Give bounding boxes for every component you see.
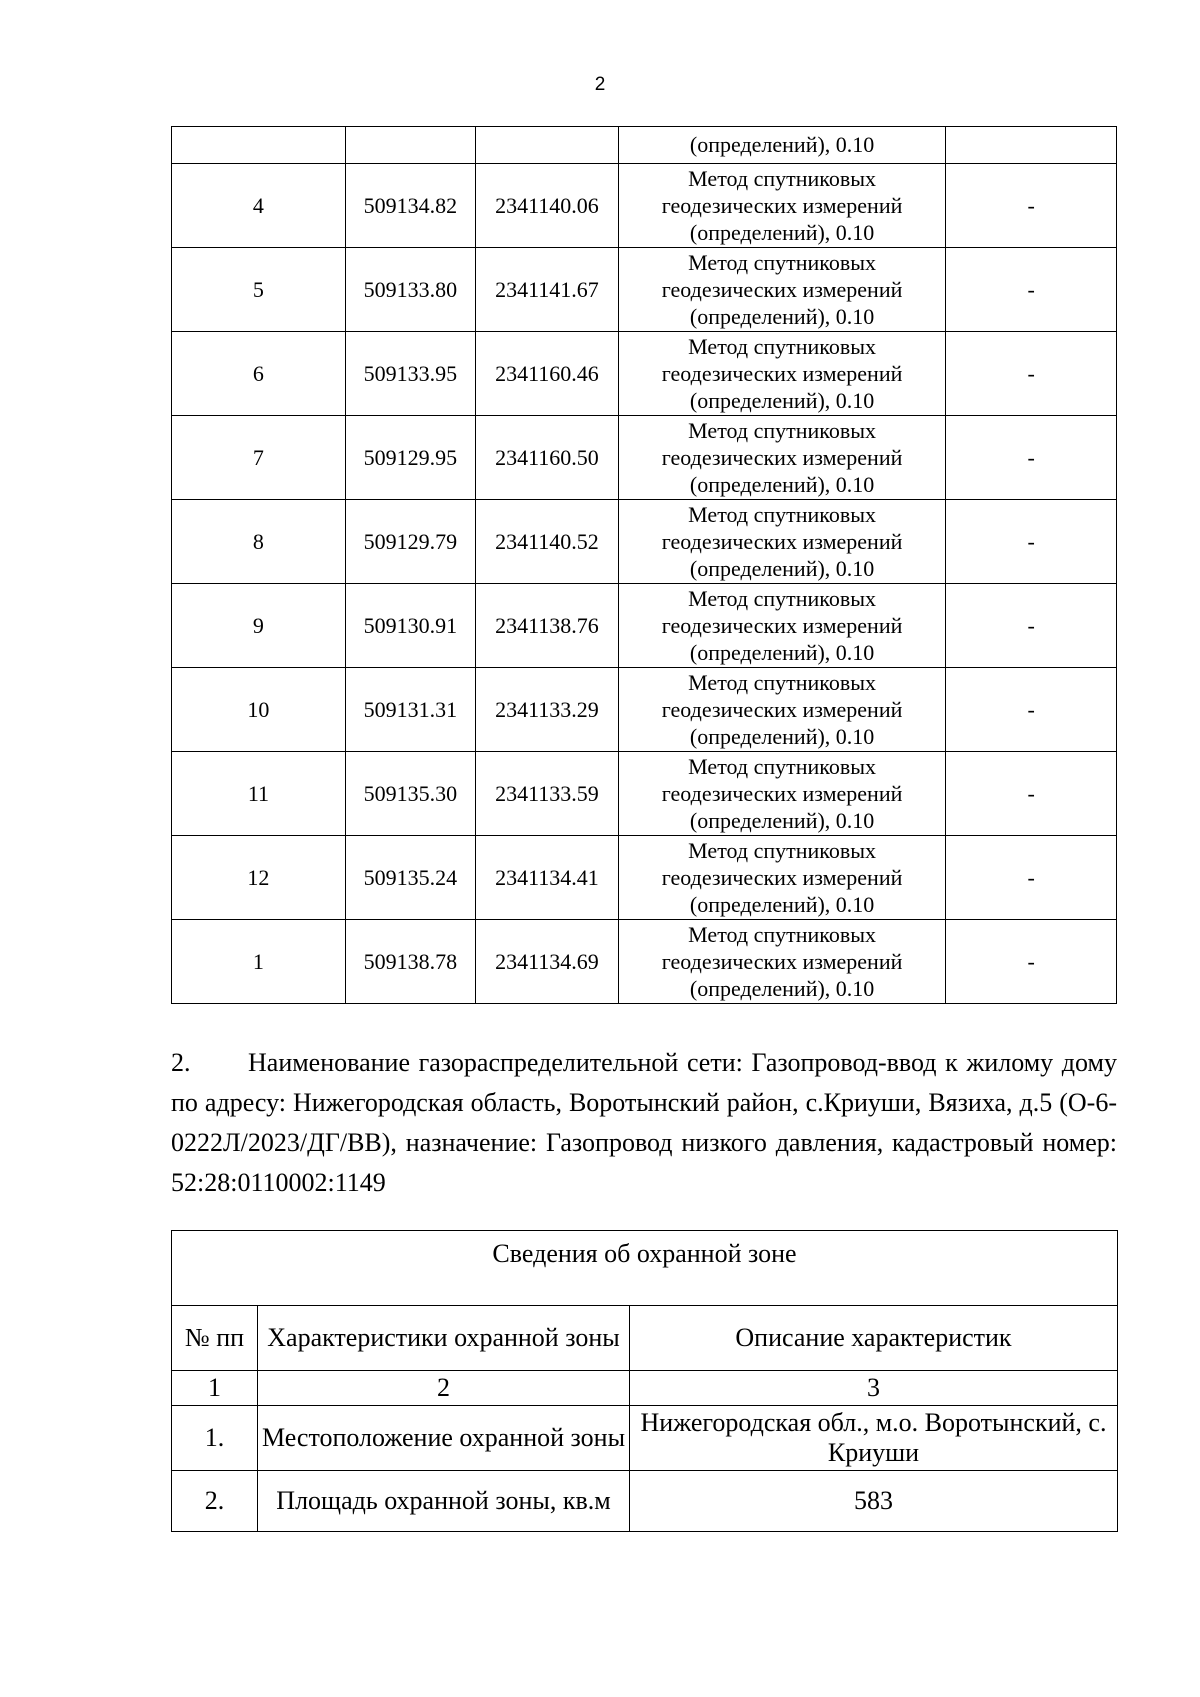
method-line: (определений), 0.10	[689, 472, 875, 497]
method-cell	[618, 332, 945, 416]
note-cell: -	[946, 668, 1117, 752]
point-cell: 4	[172, 164, 346, 248]
method-line: (определений), 0.10	[689, 388, 875, 413]
method-line: Метод спутниковых	[688, 334, 877, 359]
method-line: (определений), 0.10	[689, 976, 875, 1001]
x-cell: 509130.91	[345, 584, 475, 668]
table-row	[172, 668, 1117, 752]
method-line: (определений), 0.10	[689, 724, 875, 749]
y-cell: 2341134.69	[475, 920, 618, 1004]
method-line: геодезических измерений	[661, 781, 903, 806]
method-cell	[618, 836, 945, 920]
table-row	[172, 752, 1117, 836]
method-line: Метод спутниковых	[688, 418, 877, 443]
x-cell: 509133.80	[345, 248, 475, 332]
method-line: Метод спутниковых	[688, 502, 877, 527]
point-cell: 10	[172, 668, 346, 752]
y-cell	[475, 127, 618, 164]
x-cell: 509131.31	[345, 668, 475, 752]
method-line: Метод спутниковых	[688, 922, 877, 947]
method-line: геодезических измерений	[661, 865, 903, 890]
method-line: Метод спутниковых	[688, 250, 877, 275]
table-row	[172, 332, 1117, 416]
method-line: (определений), 0.10	[689, 220, 875, 245]
method-cell: (определений), 0.10	[618, 127, 945, 164]
note-cell: -	[946, 500, 1117, 584]
point-cell: 11	[172, 752, 346, 836]
row-characteristic: Местоположение охранной зоны	[258, 1406, 630, 1471]
table-row	[172, 500, 1117, 584]
method-line: геодезических измерений	[661, 193, 903, 218]
point-cell: 6	[172, 332, 346, 416]
method-line: геодезических измерений	[661, 949, 903, 974]
method-cell	[618, 164, 945, 248]
table-row	[172, 1406, 1118, 1471]
row-characteristic: Площадь охранной зоны, кв.м	[258, 1471, 630, 1532]
method-line: Метод спутниковых	[688, 586, 877, 611]
row-number: 2.	[172, 1471, 258, 1532]
row-description: 583	[630, 1471, 1118, 1532]
table-row	[172, 416, 1117, 500]
column-number-2: 2	[258, 1371, 630, 1406]
protection-zone-table	[171, 1230, 1118, 1532]
method-line: (определений), 0.10	[689, 304, 875, 329]
header-number: № пп	[172, 1306, 258, 1371]
note-cell: -	[946, 416, 1117, 500]
table-row	[172, 248, 1117, 332]
point-cell: 12	[172, 836, 346, 920]
point-cell: 7	[172, 416, 346, 500]
method-line: геодезических измерений	[661, 361, 903, 386]
column-number-3: 3	[630, 1371, 1118, 1406]
note-cell: -	[946, 584, 1117, 668]
x-cell	[345, 127, 475, 164]
x-cell: 509138.78	[345, 920, 475, 1004]
method-line: (определений), 0.10	[689, 640, 875, 665]
method-cell	[618, 752, 945, 836]
note-cell: -	[946, 920, 1117, 1004]
row-number: 1.	[172, 1406, 258, 1471]
method-line: геодезических измерений	[661, 445, 903, 470]
point-cell: 1	[172, 920, 346, 1004]
x-cell: 509129.95	[345, 416, 475, 500]
zone-table-title: Сведения об охранной зоне	[172, 1231, 1118, 1306]
y-cell: 2341141.67	[475, 248, 618, 332]
x-cell: 509135.24	[345, 836, 475, 920]
table-row	[172, 836, 1117, 920]
header-description: Описание характеристик	[630, 1306, 1118, 1371]
note-cell: -	[946, 164, 1117, 248]
method-cell	[618, 500, 945, 584]
point-cell: 8	[172, 500, 346, 584]
table-row	[172, 164, 1117, 248]
method-cell	[618, 248, 945, 332]
row-description: Нижегородская обл., м.о. Воротынский, с. Криуши	[630, 1406, 1118, 1471]
note-cell: -	[946, 332, 1117, 416]
point-cell: 9	[172, 584, 346, 668]
x-cell: 509133.95	[345, 332, 475, 416]
y-cell: 2341134.41	[475, 836, 618, 920]
note-cell	[946, 127, 1117, 164]
table-row	[172, 1471, 1118, 1532]
method-line: (определений), 0.10	[689, 808, 875, 833]
x-cell: 509129.79	[345, 500, 475, 584]
method-line: Метод спутниковых	[688, 754, 877, 779]
table-row	[172, 920, 1117, 1004]
method-line: Метод спутниковых	[688, 166, 877, 191]
table-row-continued	[172, 127, 1117, 164]
method-line: геодезических измерений	[661, 697, 903, 722]
y-cell: 2341138.76	[475, 584, 618, 668]
y-cell: 2341160.50	[475, 416, 618, 500]
method-cell	[618, 920, 945, 1004]
y-cell: 2341140.52	[475, 500, 618, 584]
note-cell: -	[946, 752, 1117, 836]
section-text: Наименование газораспределительной сети: Газопровод-ввод к жилому дому по адресу: Нижегородская область, Воротынский район, с.Криуши, Вязиха, д.5 (О-6-0222Л/2023/ДГ/ВВ), назначение: Газопровод низкого давления, кадастровый номер: 52:28:0110002:1149	[171, 1048, 1117, 1197]
note-cell: -	[946, 248, 1117, 332]
section-number: 2.	[171, 1048, 191, 1077]
header-characteristic: Характеристики охранной зоны	[258, 1306, 630, 1371]
method-line: геодезических измерений	[661, 277, 903, 302]
coordinates-table	[171, 126, 1117, 1004]
point-cell: 5	[172, 248, 346, 332]
method-line: (определений), 0.10	[689, 556, 875, 581]
method-cell	[618, 584, 945, 668]
method-line: геодезических измерений	[661, 613, 903, 638]
table-row	[172, 584, 1117, 668]
y-cell: 2341133.59	[475, 752, 618, 836]
method-line: (определений), 0.10	[689, 892, 875, 917]
method-line: Метод спутниковых	[688, 838, 877, 863]
method-cell	[618, 668, 945, 752]
x-cell: 509135.30	[345, 752, 475, 836]
method-cell	[618, 416, 945, 500]
page-number: 2	[594, 74, 606, 95]
section-paragraph	[171, 1043, 1117, 1203]
y-cell: 2341160.46	[475, 332, 618, 416]
method-line: геодезических измерений	[661, 529, 903, 554]
y-cell: 2341133.29	[475, 668, 618, 752]
x-cell: 509134.82	[345, 164, 475, 248]
method-line: Метод спутниковых	[688, 670, 877, 695]
point-cell	[172, 127, 346, 164]
note-cell: -	[946, 836, 1117, 920]
column-number-1: 1	[172, 1371, 258, 1406]
y-cell: 2341140.06	[475, 164, 618, 248]
